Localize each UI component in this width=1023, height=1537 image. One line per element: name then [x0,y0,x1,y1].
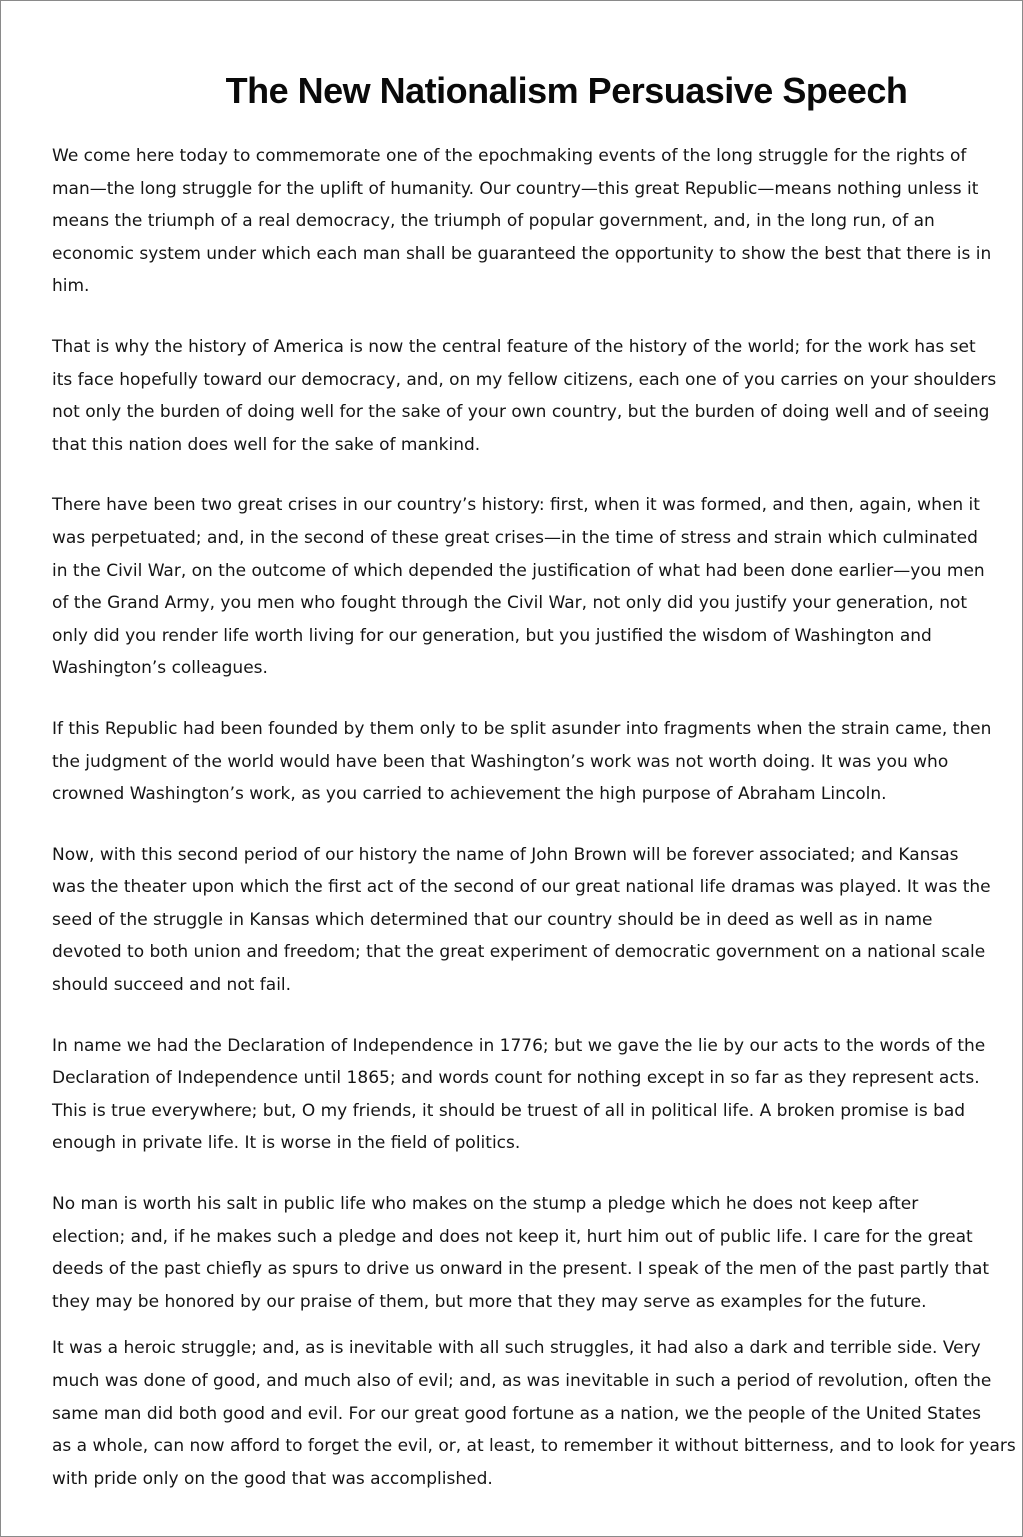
text-line: much was done of good, and much also of evil; and, as was inevitable in such a period of revolution, often the [52,1371,992,1391]
paragraph-4 [52,713,992,811]
text-line: man—the long struggle for the uplift of humanity. Our country—this great Republic—means nothing unless it [52,178,979,199]
text-line: as a whole, can now afford to forget the evil, or, at least, to remember it without bitterness, and to look for years [52,1436,1016,1457]
text-line: devoted to both union and freedom; that the great experiment of democratic government on a national scale [52,942,986,963]
text-line: of the Grand Army, you men who fought through the Civil War, not only did you justify your generation, not [52,593,968,614]
text-line: not only the burden of doing well for the sake of your own country, but the burden of doing well and of seeing [52,402,990,423]
text-line: means the triumph of a real democracy, the triumph of popular government, and, in the long run, of an [52,211,935,232]
text-line: No man is worth his salt in public life who makes on the stump a pledge which he does not keep after [52,1194,919,1215]
paragraph-2 [52,331,997,461]
text-line: deeds of the past chiefly as spurs to drive us onward in the present. I speak of the men of the past partly that [52,1259,990,1280]
paragraph-8 [52,1332,1016,1495]
text-line: Now, with this second period of our history the name of John Brown will be forever associated; and Kansas [52,844,959,865]
text-line: It was a heroic struggle; and, as is inevitable with all such struggles, it had also a dark and terrible side. Very [52,1338,981,1359]
speech-body [52,140,1016,1495]
text-line: seed of the struggle in Kansas which determined that our country should be in deed as well as in name [52,909,933,930]
text-line: only did you render life worth living for our generation, but you justified the wisdom of Washington and [52,625,932,646]
text-line: crowned Washington’s work, as you carried to achievement the high purpose of Abraham Lincoln. [52,784,887,805]
paragraph-5 [52,839,991,1002]
text-line: election; and, if he makes such a pledge and does not keep it, hurt him out of public life. I care for the great [52,1226,973,1247]
text-line: was the theater upon which the first act of the second of our great national life dramas was played. It was the [52,877,991,898]
document-title: The New Nationalism Persuasive Speech [225,70,908,111]
text-line: its face hopefully toward our democracy, and, on my fellow citizens, each one of you carries on your shoulders [52,369,997,390]
text-line: they may be honored by our praise of them, but more that they may serve as examples for the future. [52,1291,927,1312]
paragraph-6 [52,1030,986,1160]
text-line: Washington’s colleagues. [52,658,268,679]
text-line: Declaration of Independence until 1865; and words count for nothing except in so far as they represent acts. [52,1068,980,1089]
paragraph-3 [52,489,985,685]
text-line: We come here today to commemorate one of the epochmaking events of the long struggle for the rights of [52,146,967,166]
text-line: In name we had the Declaration of Independence in 1776; but we gave the lie by our acts to the words of the [52,1035,986,1056]
text-line: There have been two great crises in our country’s history: first, when it was formed, and then, again, when it [52,495,980,516]
text-line: with pride only on the good that was accomplished. [52,1468,493,1489]
text-line: same man did both good and evil. For our great good fortune as a nation, we the people of the United States [52,1403,982,1424]
paragraph-1 [52,140,992,303]
text-line: This is true everywhere; but, O my friends, it should be truest of all in political life. A broken promise is bad [52,1100,966,1121]
text-line: in the Civil War, on the outcome of which depended the justification of what had been done earlier—you men [52,560,985,581]
text-line: enough in private life. It is worse in the field of politics. [52,1133,521,1154]
text-line: that this nation does well for the sake of mankind. [52,434,481,455]
text-line: was perpetuated; and, in the second of these great crises—in the time of stress and strain which culminated [52,527,978,548]
text-line: the judgment of the world would have been that Washington’s work was not worth doing. It was you who [52,751,949,772]
paragraph-7 [52,1188,990,1318]
text-line: That is why the history of America is now the central feature of the history of the world; for the work has set [52,336,976,357]
text-line: economic system under which each man shall be guaranteed the opportunity to show the best that there is in [52,243,992,264]
text-line: If this Republic had been founded by them only to be split asunder into fragments when the strain came, then [52,718,992,739]
text-line: should succeed and not fail. [52,975,292,996]
text-line: him. [52,276,90,297]
